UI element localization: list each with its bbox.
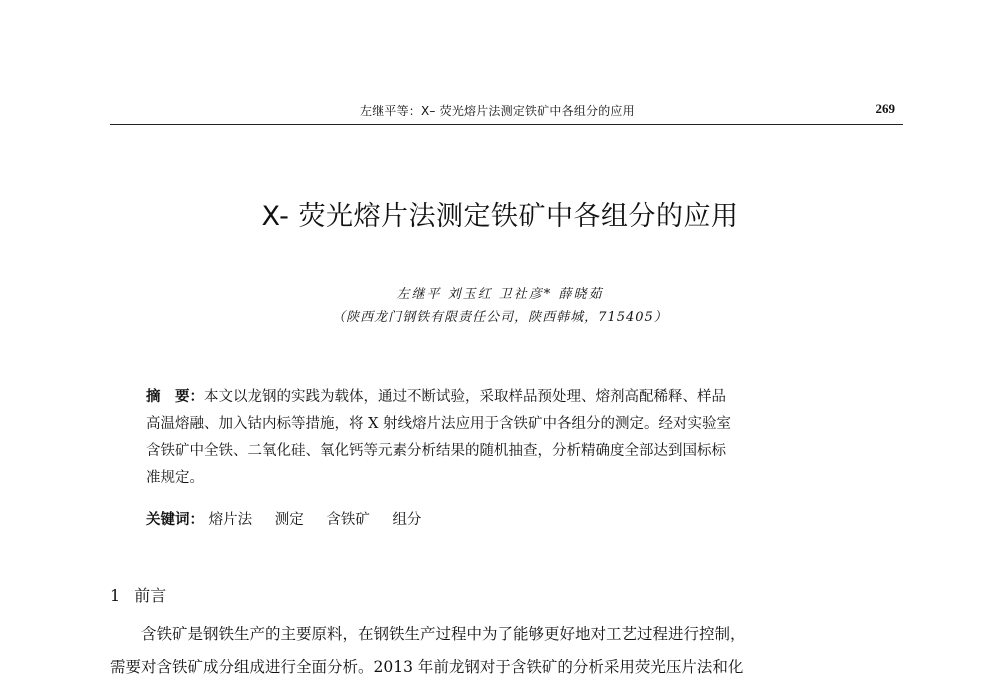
body-line: 含铁矿是钢铁生产的主要原料，在钢铁生产过程中为了能够更好地对工艺过程进行控制， (141, 625, 746, 643)
keyword: 熔片法 (208, 512, 253, 528)
body-paragraph (110, 618, 905, 684)
section-number: 1 (110, 586, 121, 605)
abstract (146, 384, 866, 492)
keyword: 测定 (274, 512, 304, 528)
abstract-line (146, 384, 866, 411)
abstract-text: 本文以龙钢的实践为载体，通过不断试验，采取样品预处理、熔剂高配稀释、样品 (204, 389, 726, 405)
abstract-label: 摘 要： (146, 389, 204, 405)
section-heading (110, 583, 166, 606)
body-line: 需要对含铁矿成分组成进行全面分析。2013 年前龙钢对于含铁矿的分析采用荧光压片法和化 (110, 658, 744, 676)
keywords-label: 关键词： (146, 512, 204, 528)
keywords (146, 508, 439, 529)
header-rule (110, 124, 903, 125)
keyword: 含铁矿 (326, 512, 370, 528)
keyword: 组分 (392, 512, 422, 528)
author-affiliation: （陕西龙门钢铁有限责任公司，陕西韩城，715405） (332, 310, 668, 325)
article-title: X- 荧光熔片法测定铁矿中各组分的应用 (261, 201, 739, 232)
page-number: 269 (875, 101, 895, 116)
abstract-line: 准规定。 (146, 470, 204, 486)
running-title: 左继平等：X– 荧光熔片法测定铁矿中各组分的应用 (360, 104, 635, 118)
abstract-line: 含铁矿中全铁、二氧化硅、氧化钙等元素分析结果的随机抽查，分析精确度全部达到国标标 (146, 443, 726, 459)
abstract-line: 高温熔融、加入钴内标等措施，将 X 射线熔片法应用于含铁矿中各组分的测定。经对实验室 (146, 416, 732, 432)
section-title: 前言 (134, 586, 167, 605)
author-list: 左继平 刘玉红 卫社彦* 薛晓茹 (396, 287, 604, 302)
running-header (110, 96, 903, 126)
